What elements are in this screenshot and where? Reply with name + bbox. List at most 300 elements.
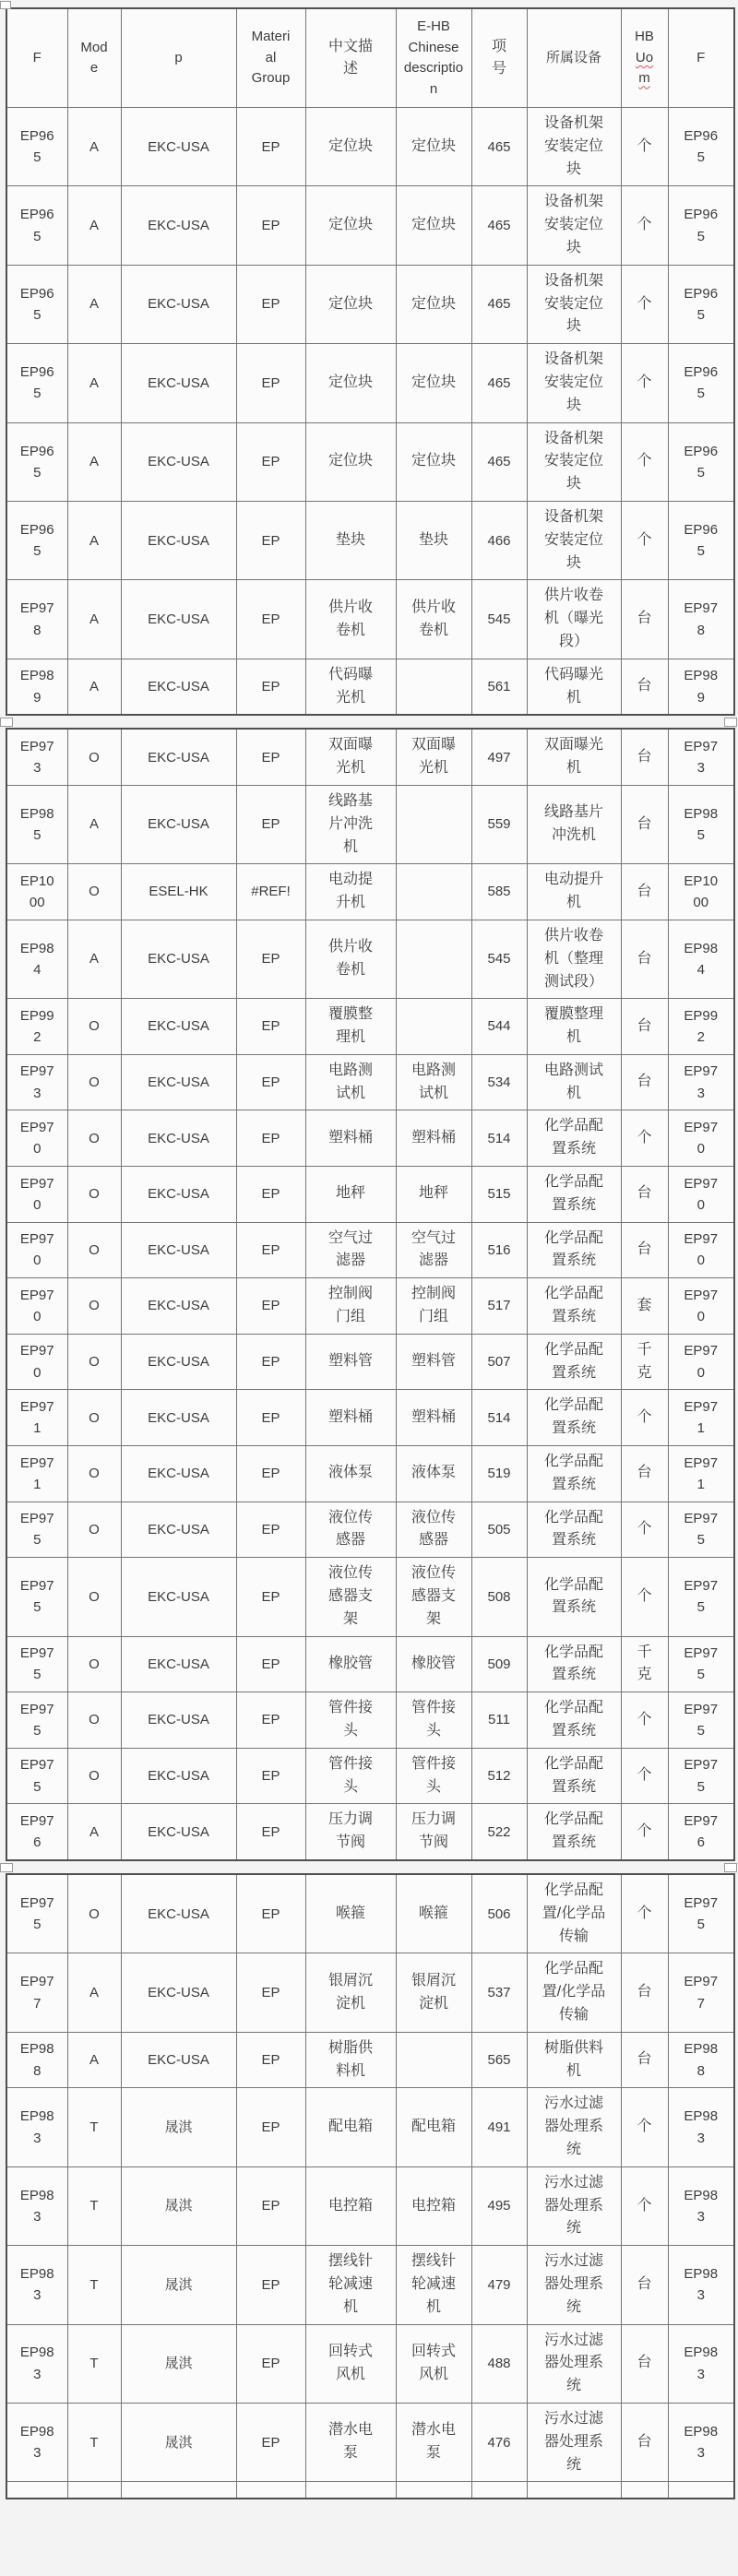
- cell-ehb-description: 塑料管: [396, 1334, 471, 1390]
- cell-p: EKC-USA: [121, 1446, 236, 1502]
- cell-mode: O: [67, 1446, 121, 1502]
- cell-f: EP983: [6, 2166, 67, 2245]
- col-header-f-duplicate: F: [668, 8, 734, 108]
- cell-f: EP975: [6, 1692, 67, 1749]
- cell-material-group: EP: [236, 2403, 305, 2481]
- cell-f: EP976: [6, 1804, 67, 1860]
- cell-equipment: 化学品配置系统: [527, 1390, 621, 1446]
- table-row: [6, 920, 734, 998]
- cell-ehb-description: 压力调节阀: [396, 1804, 471, 1860]
- cell-p: EKC-USA: [121, 1636, 236, 1692]
- cell-f-duplicate: EP971: [668, 1390, 734, 1446]
- cell-ehb-description: 摆线针轮减速机: [396, 2246, 471, 2324]
- cell-material-group: EP: [236, 1390, 305, 1446]
- cell-equipment: 化学品配置系统: [527, 1167, 621, 1223]
- cell-ehb-description: 定位块: [396, 422, 471, 501]
- cell-material-group: EP: [236, 580, 305, 659]
- cell-f: EP965: [6, 344, 67, 422]
- cell-material-group: EP: [236, 729, 305, 785]
- cell-cn-description: 压力调节阀: [305, 1804, 396, 1860]
- cell-item-no: 544: [471, 999, 527, 1055]
- cell-f-duplicate: EP970: [668, 1334, 734, 1390]
- cell-uom: 台: [621, 2246, 668, 2324]
- table-row: [6, 1692, 734, 1749]
- cell-f-duplicate: EP975: [668, 1748, 734, 1804]
- cell-p: EKC-USA: [121, 785, 236, 863]
- cell-material-group: EP: [236, 1692, 305, 1749]
- cell-uom: 个: [621, 1748, 668, 1804]
- cell-uom: 台: [621, 785, 668, 863]
- cell-material-group: EP: [236, 344, 305, 422]
- cell-f-duplicate: EP984: [668, 920, 734, 998]
- cell-cn-description: 代码曝光机: [305, 659, 396, 715]
- cell-p: 晟淇: [121, 2088, 236, 2166]
- cell-p: EKC-USA: [121, 1558, 236, 1636]
- cell-uom: 台: [621, 1222, 668, 1278]
- cell-f-duplicate: EP985: [668, 785, 734, 863]
- cell-p: EKC-USA: [121, 1692, 236, 1749]
- cell-f-duplicate: EP983: [668, 2088, 734, 2166]
- cell-f: EP971: [6, 1446, 67, 1502]
- cell-f-duplicate: EP975: [668, 1636, 734, 1692]
- cell-item-no: 465: [471, 108, 527, 186]
- cell-p: EKC-USA: [121, 344, 236, 422]
- cell-item-no: 585: [471, 864, 527, 920]
- cell-item-no: 466: [471, 501, 527, 579]
- cell-material-group: EP: [236, 2032, 305, 2088]
- col-header-mode: Mode: [67, 8, 121, 108]
- cell-cn-description: 供片收卷机: [305, 580, 396, 659]
- cell-material-group: EP: [236, 1804, 305, 1860]
- cell-p: EKC-USA: [121, 1502, 236, 1558]
- table-row: [6, 1222, 734, 1278]
- cell-p: EKC-USA: [121, 1054, 236, 1110]
- cell-ehb-description: 空气过滤器: [396, 1222, 471, 1278]
- cell-cn-description: 电动提升机: [305, 864, 396, 920]
- cell-equipment: 设备机架安装定位块: [527, 344, 621, 422]
- table-row: [6, 2088, 734, 2166]
- cell-uom: 台: [621, 1953, 668, 2032]
- cell-mode: O: [67, 1636, 121, 1692]
- cell-f-duplicate: EP970: [668, 1222, 734, 1278]
- cell-equipment: 化学品配置系统: [527, 1558, 621, 1636]
- cell-cn-description: 定位块: [305, 108, 396, 186]
- header-row: [6, 8, 734, 108]
- cell-uom: 台: [621, 1054, 668, 1110]
- cell-item-no: 476: [471, 2403, 527, 2481]
- cell-p: EKC-USA: [121, 1222, 236, 1278]
- cell-f: EP965: [6, 108, 67, 186]
- cell-f-duplicate: EP975: [668, 1502, 734, 1558]
- cell-mode: O: [67, 1692, 121, 1749]
- cell-equipment: 污水过滤器处理系统: [527, 2088, 621, 2166]
- table-body-1: [6, 108, 734, 716]
- cell-f-duplicate: EP983: [668, 2246, 734, 2324]
- cell-equipment: 化学品配置/化学品传输: [527, 1953, 621, 2032]
- cell-f-duplicate: EP970: [668, 1278, 734, 1335]
- cell-mode: A: [67, 1953, 121, 2032]
- table-header: [6, 8, 734, 108]
- table-row: [6, 729, 734, 785]
- table-body-3: [6, 1874, 734, 2499]
- table-row: [6, 2324, 734, 2403]
- cell-cn-description: 定位块: [305, 422, 396, 501]
- cell-item-no: 515: [471, 1167, 527, 1223]
- cell-f: EP970: [6, 1167, 67, 1223]
- cell-f-duplicate: EP975: [668, 1558, 734, 1636]
- cell-p: EKC-USA: [121, 999, 236, 1055]
- cell-mode: O: [67, 1558, 121, 1636]
- table-row: [6, 1167, 734, 1223]
- cell-ehb-description: 液位传感器: [396, 1502, 471, 1558]
- cell-p: EKC-USA: [121, 1874, 236, 1953]
- cell-ehb-description: 双面曝光机: [396, 729, 471, 785]
- cell-uom: 台: [621, 1446, 668, 1502]
- cell-ehb-description: 喉箍: [396, 1874, 471, 1953]
- cell-item-no: 534: [471, 1054, 527, 1110]
- cell-uom: 套: [621, 1278, 668, 1335]
- cell-material-group: EP: [236, 1874, 305, 1953]
- cell-ehb-description: 配电箱: [396, 2088, 471, 2166]
- table-row: [6, 1502, 734, 1558]
- cell-ehb-description: 垫块: [396, 501, 471, 579]
- cell-f: EP988: [6, 2032, 67, 2088]
- cell-uom: 个: [621, 1874, 668, 1953]
- cell-item-no: 545: [471, 580, 527, 659]
- cell-equipment: 覆膜整理机: [527, 999, 621, 1055]
- cell-equipment: 双面曝光机: [527, 729, 621, 785]
- cell-equipment: 供片收卷机（曝光段）: [527, 580, 621, 659]
- cell-material-group: EP: [236, 2166, 305, 2245]
- cell-equipment: 化学品配置系统: [527, 1222, 621, 1278]
- cell-equipment: 设备机架安装定位块: [527, 501, 621, 579]
- cell-mode: O: [67, 1334, 121, 1390]
- cell-ehb-description: 银屑沉淀机: [396, 1953, 471, 2032]
- cell-p: EKC-USA: [121, 1110, 236, 1167]
- cell-uom: 个: [621, 1804, 668, 1860]
- cell-f-duplicate: EP989: [668, 659, 734, 715]
- cell-equipment: 线路基片冲洗机: [527, 785, 621, 863]
- cell-ehb-description: 供片收卷机: [396, 580, 471, 659]
- cell-material-group: EP: [236, 1558, 305, 1636]
- cell-item-no: 497: [471, 729, 527, 785]
- cell-f: EP983: [6, 2403, 67, 2481]
- table-row: [6, 580, 734, 659]
- cell-f-duplicate: EP970: [668, 1110, 734, 1167]
- cell-uom: 个: [621, 1558, 668, 1636]
- cell-item-no: 465: [471, 265, 527, 343]
- cell-ehb-description: 地秤: [396, 1167, 471, 1223]
- cell-ehb-description: 潜水电泵: [396, 2403, 471, 2481]
- cell-uom: 千克: [621, 1334, 668, 1390]
- cell-cn-description: 覆膜整理机: [305, 999, 396, 1055]
- cell-equipment: 污水过滤器处理系统: [527, 2403, 621, 2481]
- cell-material-group: EP: [236, 2246, 305, 2324]
- cell-f-duplicate: EP976: [668, 1804, 734, 1860]
- cell-f: EP992: [6, 999, 67, 1055]
- table-body-2: [6, 729, 734, 1860]
- cell-item-no: 506: [471, 1874, 527, 1953]
- cell-ehb-description: 电路测试机: [396, 1054, 471, 1110]
- cell-item-no: 479: [471, 2246, 527, 2324]
- cell-material-group: EP: [236, 1636, 305, 1692]
- cell-p: EKC-USA: [121, 1278, 236, 1335]
- cell-mode: T: [67, 2166, 121, 2245]
- cell-material-group: EP: [236, 2324, 305, 2403]
- cell-f-duplicate: EP965: [668, 186, 734, 265]
- cell-cn-description: 管件接头: [305, 1748, 396, 1804]
- cell-equipment: 化学品配置系统: [527, 1748, 621, 1804]
- cell-ehb-description: 塑料桶: [396, 1390, 471, 1446]
- cell-item-no: 491: [471, 2088, 527, 2166]
- cell-material-group: EP: [236, 186, 305, 265]
- cell-f: EP985: [6, 785, 67, 863]
- table-row: [6, 864, 734, 920]
- cell-f: EP970: [6, 1222, 67, 1278]
- cell-f: EP977: [6, 1953, 67, 2032]
- cell-mode: A: [67, 186, 121, 265]
- cell-cn-description: 塑料桶: [305, 1110, 396, 1167]
- cell-f: EP975: [6, 1636, 67, 1692]
- cell-empty: [67, 2482, 121, 2499]
- cell-mode: A: [67, 344, 121, 422]
- cell-p: 晟淇: [121, 2324, 236, 2403]
- table-row: [6, 1334, 734, 1390]
- cell-uom: 个: [621, 344, 668, 422]
- cell-f: EP973: [6, 1054, 67, 1110]
- cell-mode: A: [67, 2032, 121, 2088]
- cell-f-duplicate: EP992: [668, 999, 734, 1055]
- table-row: [6, 1953, 734, 2032]
- cell-f-duplicate: EP1000: [668, 864, 734, 920]
- cell-material-group: EP: [236, 1748, 305, 1804]
- cell-cn-description: 定位块: [305, 344, 396, 422]
- cell-f: EP975: [6, 1874, 67, 1953]
- cell-material-group: EP: [236, 659, 305, 715]
- cell-cn-description: 液位传感器: [305, 1502, 396, 1558]
- cell-f-duplicate: EP965: [668, 265, 734, 343]
- cell-cn-description: 潜水电泵: [305, 2403, 396, 2481]
- cell-f: EP983: [6, 2324, 67, 2403]
- cell-mode: O: [67, 1748, 121, 1804]
- col-header-ehb-description: E-HB Chinese description: [396, 8, 471, 108]
- cell-cn-description: 配电箱: [305, 2088, 396, 2166]
- cell-uom: 台: [621, 2403, 668, 2481]
- cell-equipment: 设备机架安装定位块: [527, 265, 621, 343]
- cell-material-group: EP: [236, 1110, 305, 1167]
- cell-f: EP983: [6, 2246, 67, 2324]
- cell-uom: 台: [621, 659, 668, 715]
- cell-f: EP965: [6, 265, 67, 343]
- cell-mode: A: [67, 265, 121, 343]
- cell-item-no: 516: [471, 1222, 527, 1278]
- cell-mode: O: [67, 864, 121, 920]
- cell-item-no: 537: [471, 1953, 527, 2032]
- cell-empty: [121, 2482, 236, 2499]
- cell-f-duplicate: EP977: [668, 1953, 734, 2032]
- cell-f-duplicate: EP978: [668, 580, 734, 659]
- cell-mode: O: [67, 1874, 121, 1953]
- cell-mode: T: [67, 2088, 121, 2166]
- cell-material-group: EP: [236, 1502, 305, 1558]
- cell-material-group: EP: [236, 785, 305, 863]
- cell-f: EP965: [6, 186, 67, 265]
- table-row: [6, 1748, 734, 1804]
- cell-material-group: EP: [236, 1446, 305, 1502]
- cell-empty: [236, 2482, 305, 2499]
- cell-uom: 个: [621, 1502, 668, 1558]
- cell-cn-description: 回转式风机: [305, 2324, 396, 2403]
- cell-uom: 千克: [621, 1636, 668, 1692]
- cell-f-duplicate: EP975: [668, 1874, 734, 1953]
- cell-ehb-description: [396, 864, 471, 920]
- table-break: [6, 1861, 733, 1873]
- cell-f: EP983: [6, 2088, 67, 2166]
- cell-ehb-description: 管件接头: [396, 1748, 471, 1804]
- cell-cn-description: 空气过滤器: [305, 1222, 396, 1278]
- cell-p: EKC-USA: [121, 1953, 236, 2032]
- cell-f-duplicate: EP965: [668, 422, 734, 501]
- col-header-f: F: [6, 8, 67, 108]
- cell-material-group: EP: [236, 1953, 305, 2032]
- cell-ehb-description: [396, 659, 471, 715]
- cell-f: EP970: [6, 1110, 67, 1167]
- cell-f-duplicate: EP965: [668, 501, 734, 579]
- table-row: [6, 186, 734, 265]
- cell-item-no: 511: [471, 1692, 527, 1749]
- table-break: [6, 716, 733, 728]
- cell-ehb-description: 液体泵: [396, 1446, 471, 1502]
- cell-mode: O: [67, 1278, 121, 1335]
- cell-equipment: 化学品配置系统: [527, 1804, 621, 1860]
- table-row: [6, 501, 734, 579]
- cell-cn-description: 地秤: [305, 1167, 396, 1223]
- table-row: [6, 1054, 734, 1110]
- cell-ehb-description: 橡胶管: [396, 1636, 471, 1692]
- uom-label-spellcheck: Uom: [635, 49, 654, 87]
- cell-material-group: EP: [236, 920, 305, 998]
- cell-f: EP984: [6, 920, 67, 998]
- cell-item-no: 505: [471, 1502, 527, 1558]
- table-row: [6, 1874, 734, 1953]
- cell-f: EP970: [6, 1334, 67, 1390]
- cell-p: EKC-USA: [121, 2032, 236, 2088]
- cell-p: 晟淇: [121, 2246, 236, 2324]
- table-row: [6, 1390, 734, 1446]
- cell-cn-description: 树脂供料机: [305, 2032, 396, 2088]
- cell-empty: [621, 2482, 668, 2499]
- cell-mode: O: [67, 1502, 121, 1558]
- cell-item-no: 514: [471, 1390, 527, 1446]
- cell-uom: 台: [621, 1167, 668, 1223]
- cell-uom: 台: [621, 2324, 668, 2403]
- table-row: [6, 659, 734, 715]
- cell-p: EKC-USA: [121, 729, 236, 785]
- table-row: [6, 1804, 734, 1860]
- cell-cn-description: 管件接头: [305, 1692, 396, 1749]
- cell-mode: A: [67, 785, 121, 863]
- cell-equipment: 污水过滤器处理系统: [527, 2166, 621, 2245]
- cell-p: EKC-USA: [121, 186, 236, 265]
- table-row: [6, 422, 734, 501]
- cell-equipment: 污水过滤器处理系统: [527, 2324, 621, 2403]
- cell-uom: 个: [621, 501, 668, 579]
- cell-p: EKC-USA: [121, 1390, 236, 1446]
- cell-material-group: EP: [236, 1278, 305, 1335]
- cell-equipment: 电动提升机: [527, 864, 621, 920]
- cell-item-no: 519: [471, 1446, 527, 1502]
- cell-uom: 台: [621, 864, 668, 920]
- cell-f: EP975: [6, 1748, 67, 1804]
- cell-empty: [6, 2482, 67, 2499]
- cell-ehb-description: 定位块: [396, 344, 471, 422]
- cell-cn-description: 控制阀门组: [305, 1278, 396, 1335]
- cell-f: EP978: [6, 580, 67, 659]
- table-row: [6, 1446, 734, 1502]
- cell-mode: O: [67, 1167, 121, 1223]
- cell-cn-description: 塑料桶: [305, 1390, 396, 1446]
- cell-ehb-description: 回转式风机: [396, 2324, 471, 2403]
- cell-mode: O: [67, 1222, 121, 1278]
- cell-uom: 个: [621, 265, 668, 343]
- cell-equipment: 设备机架安装定位块: [527, 186, 621, 265]
- cell-equipment: 代码曝光机: [527, 659, 621, 715]
- cell-p: EKC-USA: [121, 501, 236, 579]
- cell-cn-description: 电路测试机: [305, 1054, 396, 1110]
- cell-item-no: 507: [471, 1334, 527, 1390]
- cell-ehb-description: 控制阀门组: [396, 1278, 471, 1335]
- table-handle-mark: [0, 1, 11, 9]
- cell-item-no: 465: [471, 422, 527, 501]
- cell-ehb-description: 液位传感器支架: [396, 1558, 471, 1636]
- cell-f: EP971: [6, 1390, 67, 1446]
- cell-f-duplicate: EP983: [668, 2324, 734, 2403]
- cell-p: 晟淇: [121, 2403, 236, 2481]
- table-row: [6, 785, 734, 863]
- cell-item-no: 561: [471, 659, 527, 715]
- cell-f-duplicate: EP983: [668, 2403, 734, 2481]
- cell-equipment: 化学品配置系统: [527, 1334, 621, 1390]
- cell-f: EP965: [6, 422, 67, 501]
- table-row: [6, 2246, 734, 2324]
- cell-p: EKC-USA: [121, 265, 236, 343]
- cell-equipment: 设备机架安装定位块: [527, 108, 621, 186]
- cell-f-duplicate: EP965: [668, 108, 734, 186]
- col-header-equipment: 所属设备: [527, 8, 621, 108]
- cell-mode: T: [67, 2403, 121, 2481]
- cell-mode: O: [67, 1054, 121, 1110]
- table-row: [6, 1636, 734, 1692]
- cell-mode: O: [67, 729, 121, 785]
- cell-material-group: EP: [236, 422, 305, 501]
- cell-cn-description: 橡胶管: [305, 1636, 396, 1692]
- cell-f-duplicate: EP983: [668, 2166, 734, 2245]
- cell-material-group: EP: [236, 2088, 305, 2166]
- cell-item-no: 495: [471, 2166, 527, 2245]
- cell-uom: 个: [621, 422, 668, 501]
- truncated-row: [6, 2482, 734, 2499]
- cell-f-duplicate: EP971: [668, 1446, 734, 1502]
- cell-equipment: 供片收卷机（整理测试段）: [527, 920, 621, 998]
- cell-material-group: EP: [236, 1222, 305, 1278]
- col-header-material-group: Material Group: [236, 8, 305, 108]
- cell-cn-description: 线路基片冲洗机: [305, 785, 396, 863]
- cell-ehb-description: 塑料桶: [396, 1110, 471, 1167]
- cell-equipment: 化学品配置系统: [527, 1636, 621, 1692]
- cell-mode: A: [67, 422, 121, 501]
- equipment-table-1: [6, 7, 735, 716]
- cell-uom: 台: [621, 580, 668, 659]
